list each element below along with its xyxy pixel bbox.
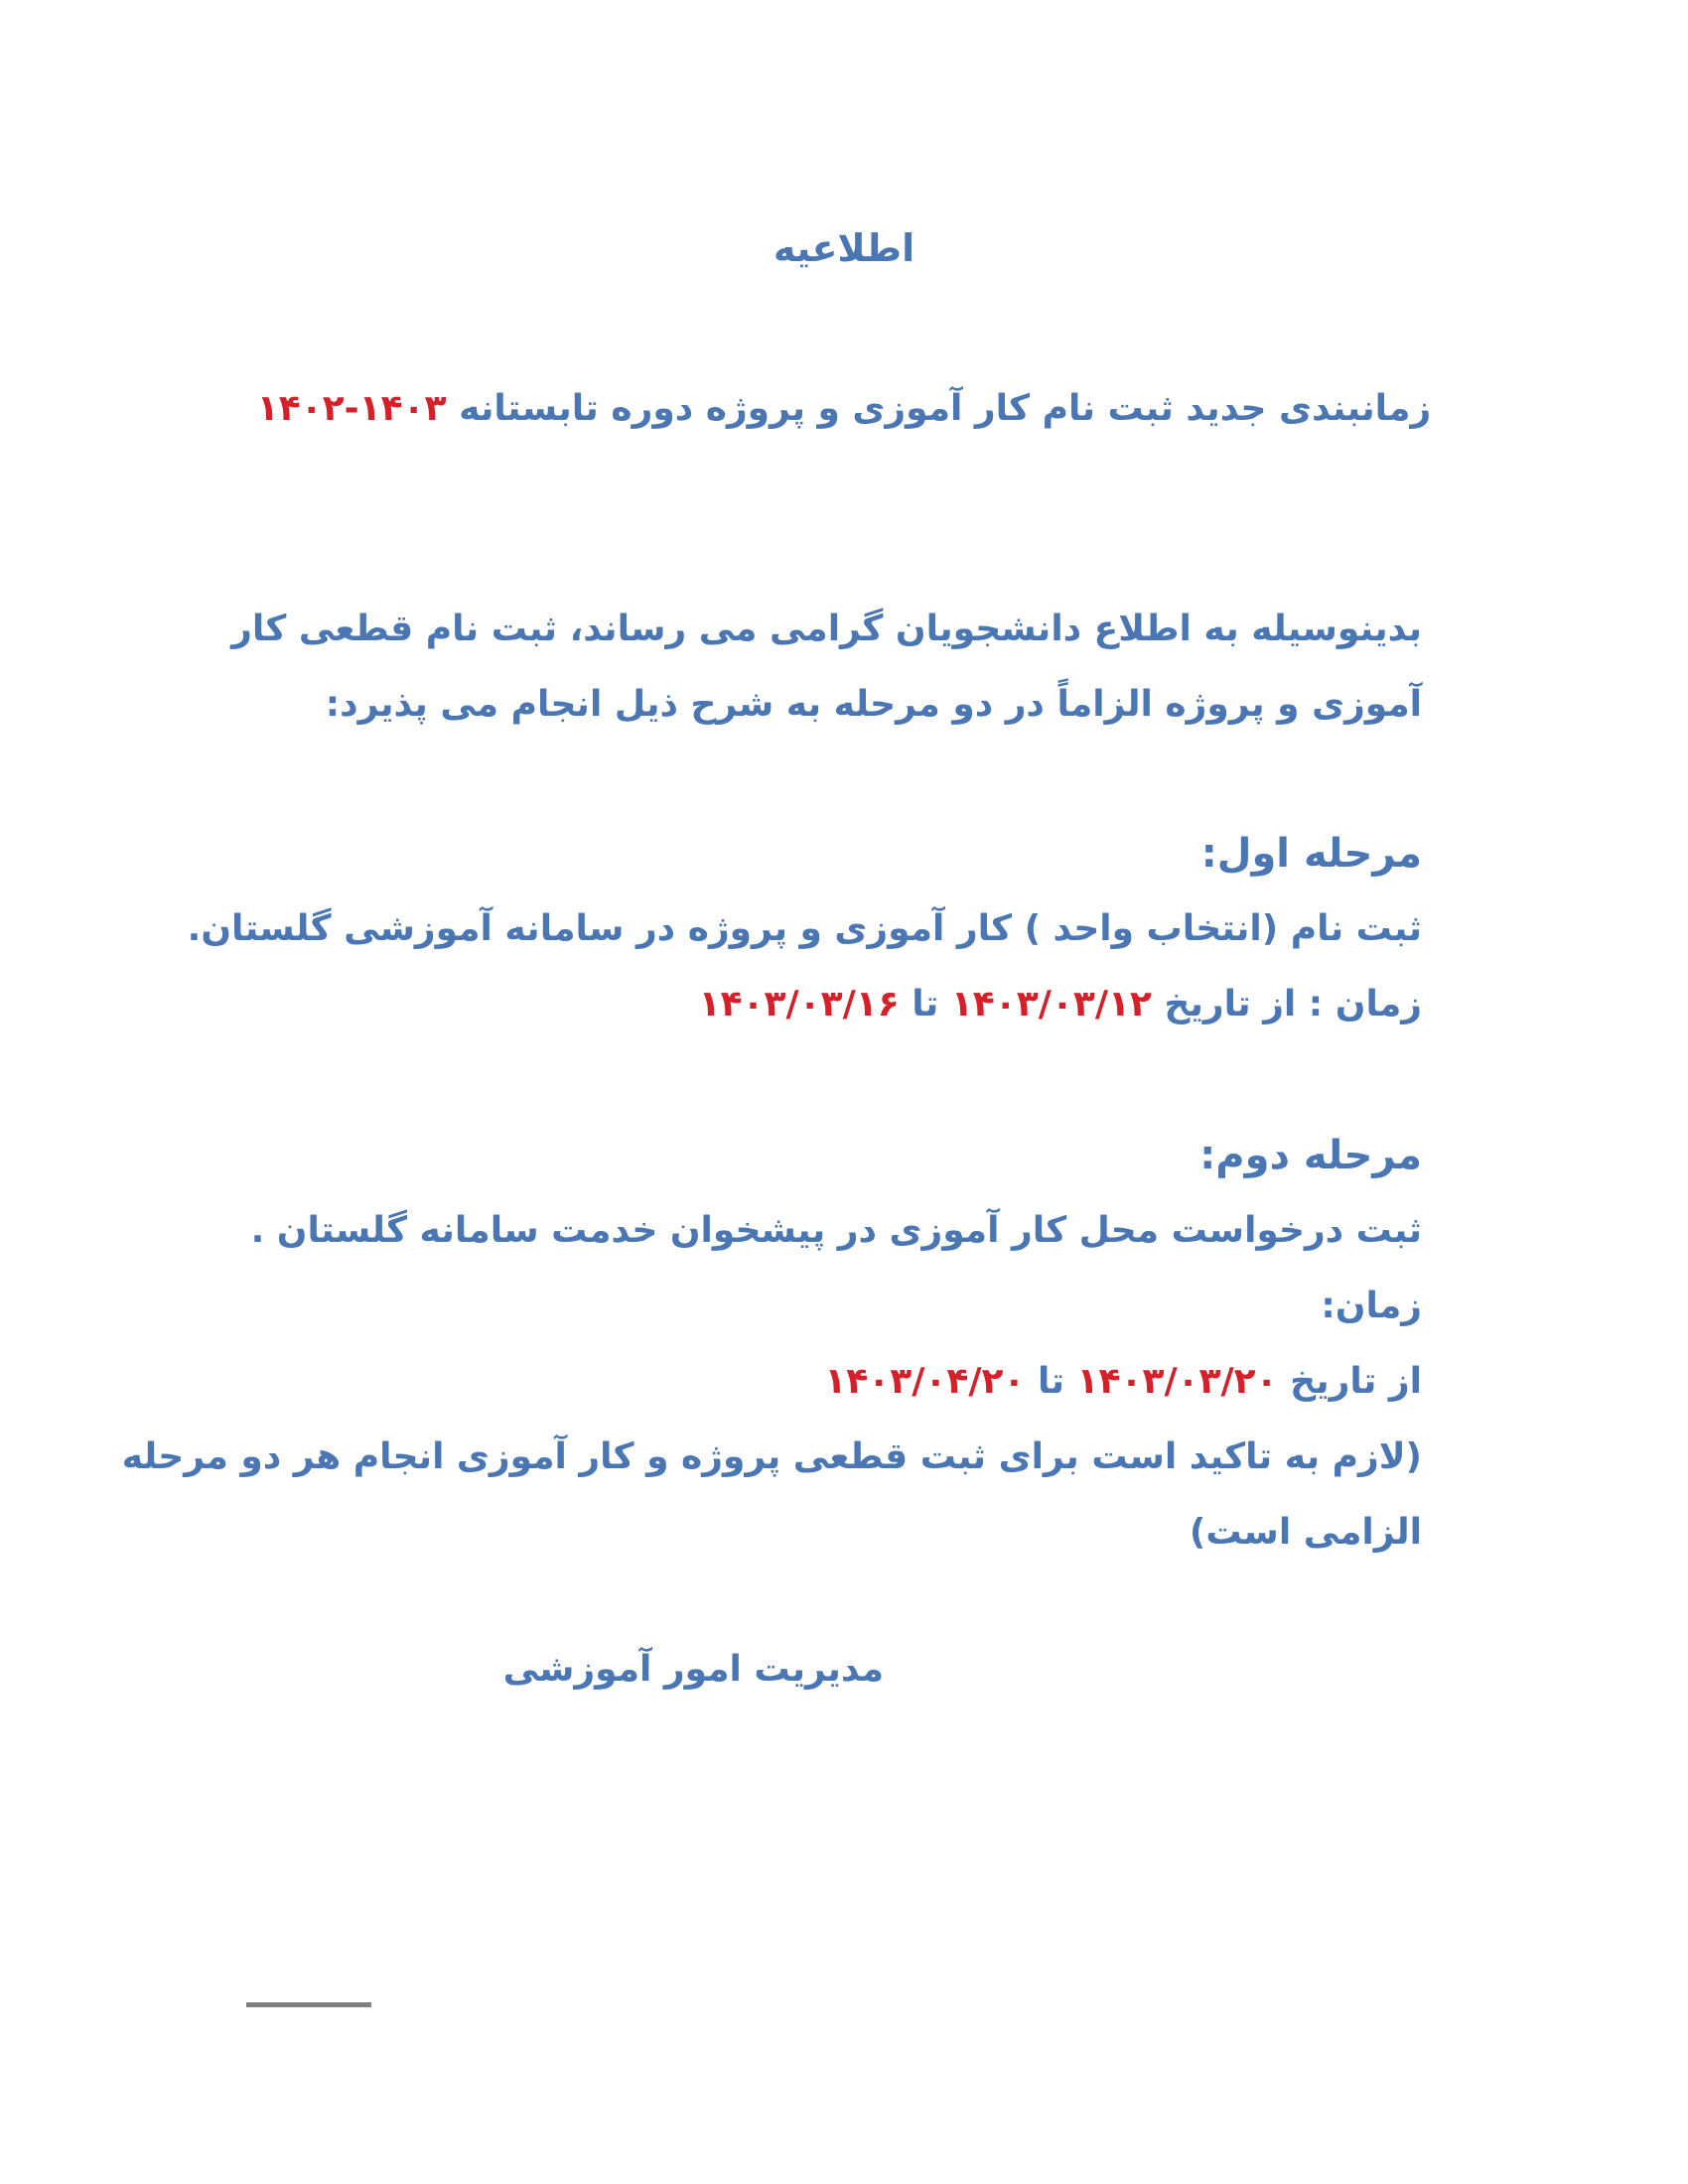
intro-line-1: بدینوسیله به اطلاع دانشجویان گرامی می رساند، ثبت نام قطعی کار — [231, 609, 1422, 649]
notice-subtitle — [0, 387, 1688, 430]
stage1-heading: مرحله اول: — [1200, 831, 1422, 877]
stage1-date-from: ۱۴۰۳/۰۳/۱۲ — [950, 984, 1152, 1024]
stage1-description: ثبت نام (انتخاب واحد ) کار آموزی و پروژه در سامانه آموزشی گلستان. — [187, 908, 1422, 949]
stage1-date-to: ۱۴۰۳/۰۳/۱۶ — [698, 984, 900, 1024]
stage2-description: ثبت درخواست محل کار آموزی در پیشخوان خدمت سامانه گلستان . — [250, 1210, 1422, 1251]
intro-line-2: آموزی و پروژه الزاماً در دو مرحله به شرح ذیل انجام می پذیرد: — [325, 684, 1422, 725]
stage2-dates — [264, 1360, 1422, 1403]
notice-title: اطلاعیه — [773, 226, 915, 270]
footnote-separator — [246, 2002, 371, 2007]
stage2-time-label: زمان: — [1321, 1286, 1422, 1326]
stage2-date-to: ۱۴۰۳/۰۴/۲۰ — [824, 1361, 1026, 1402]
stage1-time-prefix: زمان : از تاریخ — [1164, 984, 1422, 1024]
stage1-time — [264, 983, 1422, 1025]
stage2-to-word: تا — [1037, 1361, 1064, 1402]
stage2-heading: مرحله دوم: — [1199, 1133, 1422, 1178]
stage1-to-word: تا — [912, 984, 939, 1024]
note-line-2: الزامی است) — [1189, 1512, 1422, 1553]
note-line-1: (لازم به تاکید است برای ثبت قطعی پروژه و کار آموزی انجام هر دو مرحله — [121, 1436, 1422, 1477]
stage2-date-from: ۱۴۰۳/۰۳/۲۰ — [1076, 1361, 1278, 1402]
signature: مدیریت امور آموزشی — [502, 1649, 884, 1690]
stage2-from-prefix: از تاریخ — [1290, 1361, 1422, 1402]
subtitle-text: زمانبندی جدید ثبت نام کار آموزی و پروژه دوره تابستانه — [459, 388, 1432, 429]
subtitle-year: ۱۴۰۳-۱۴۰۲ — [256, 388, 447, 429]
